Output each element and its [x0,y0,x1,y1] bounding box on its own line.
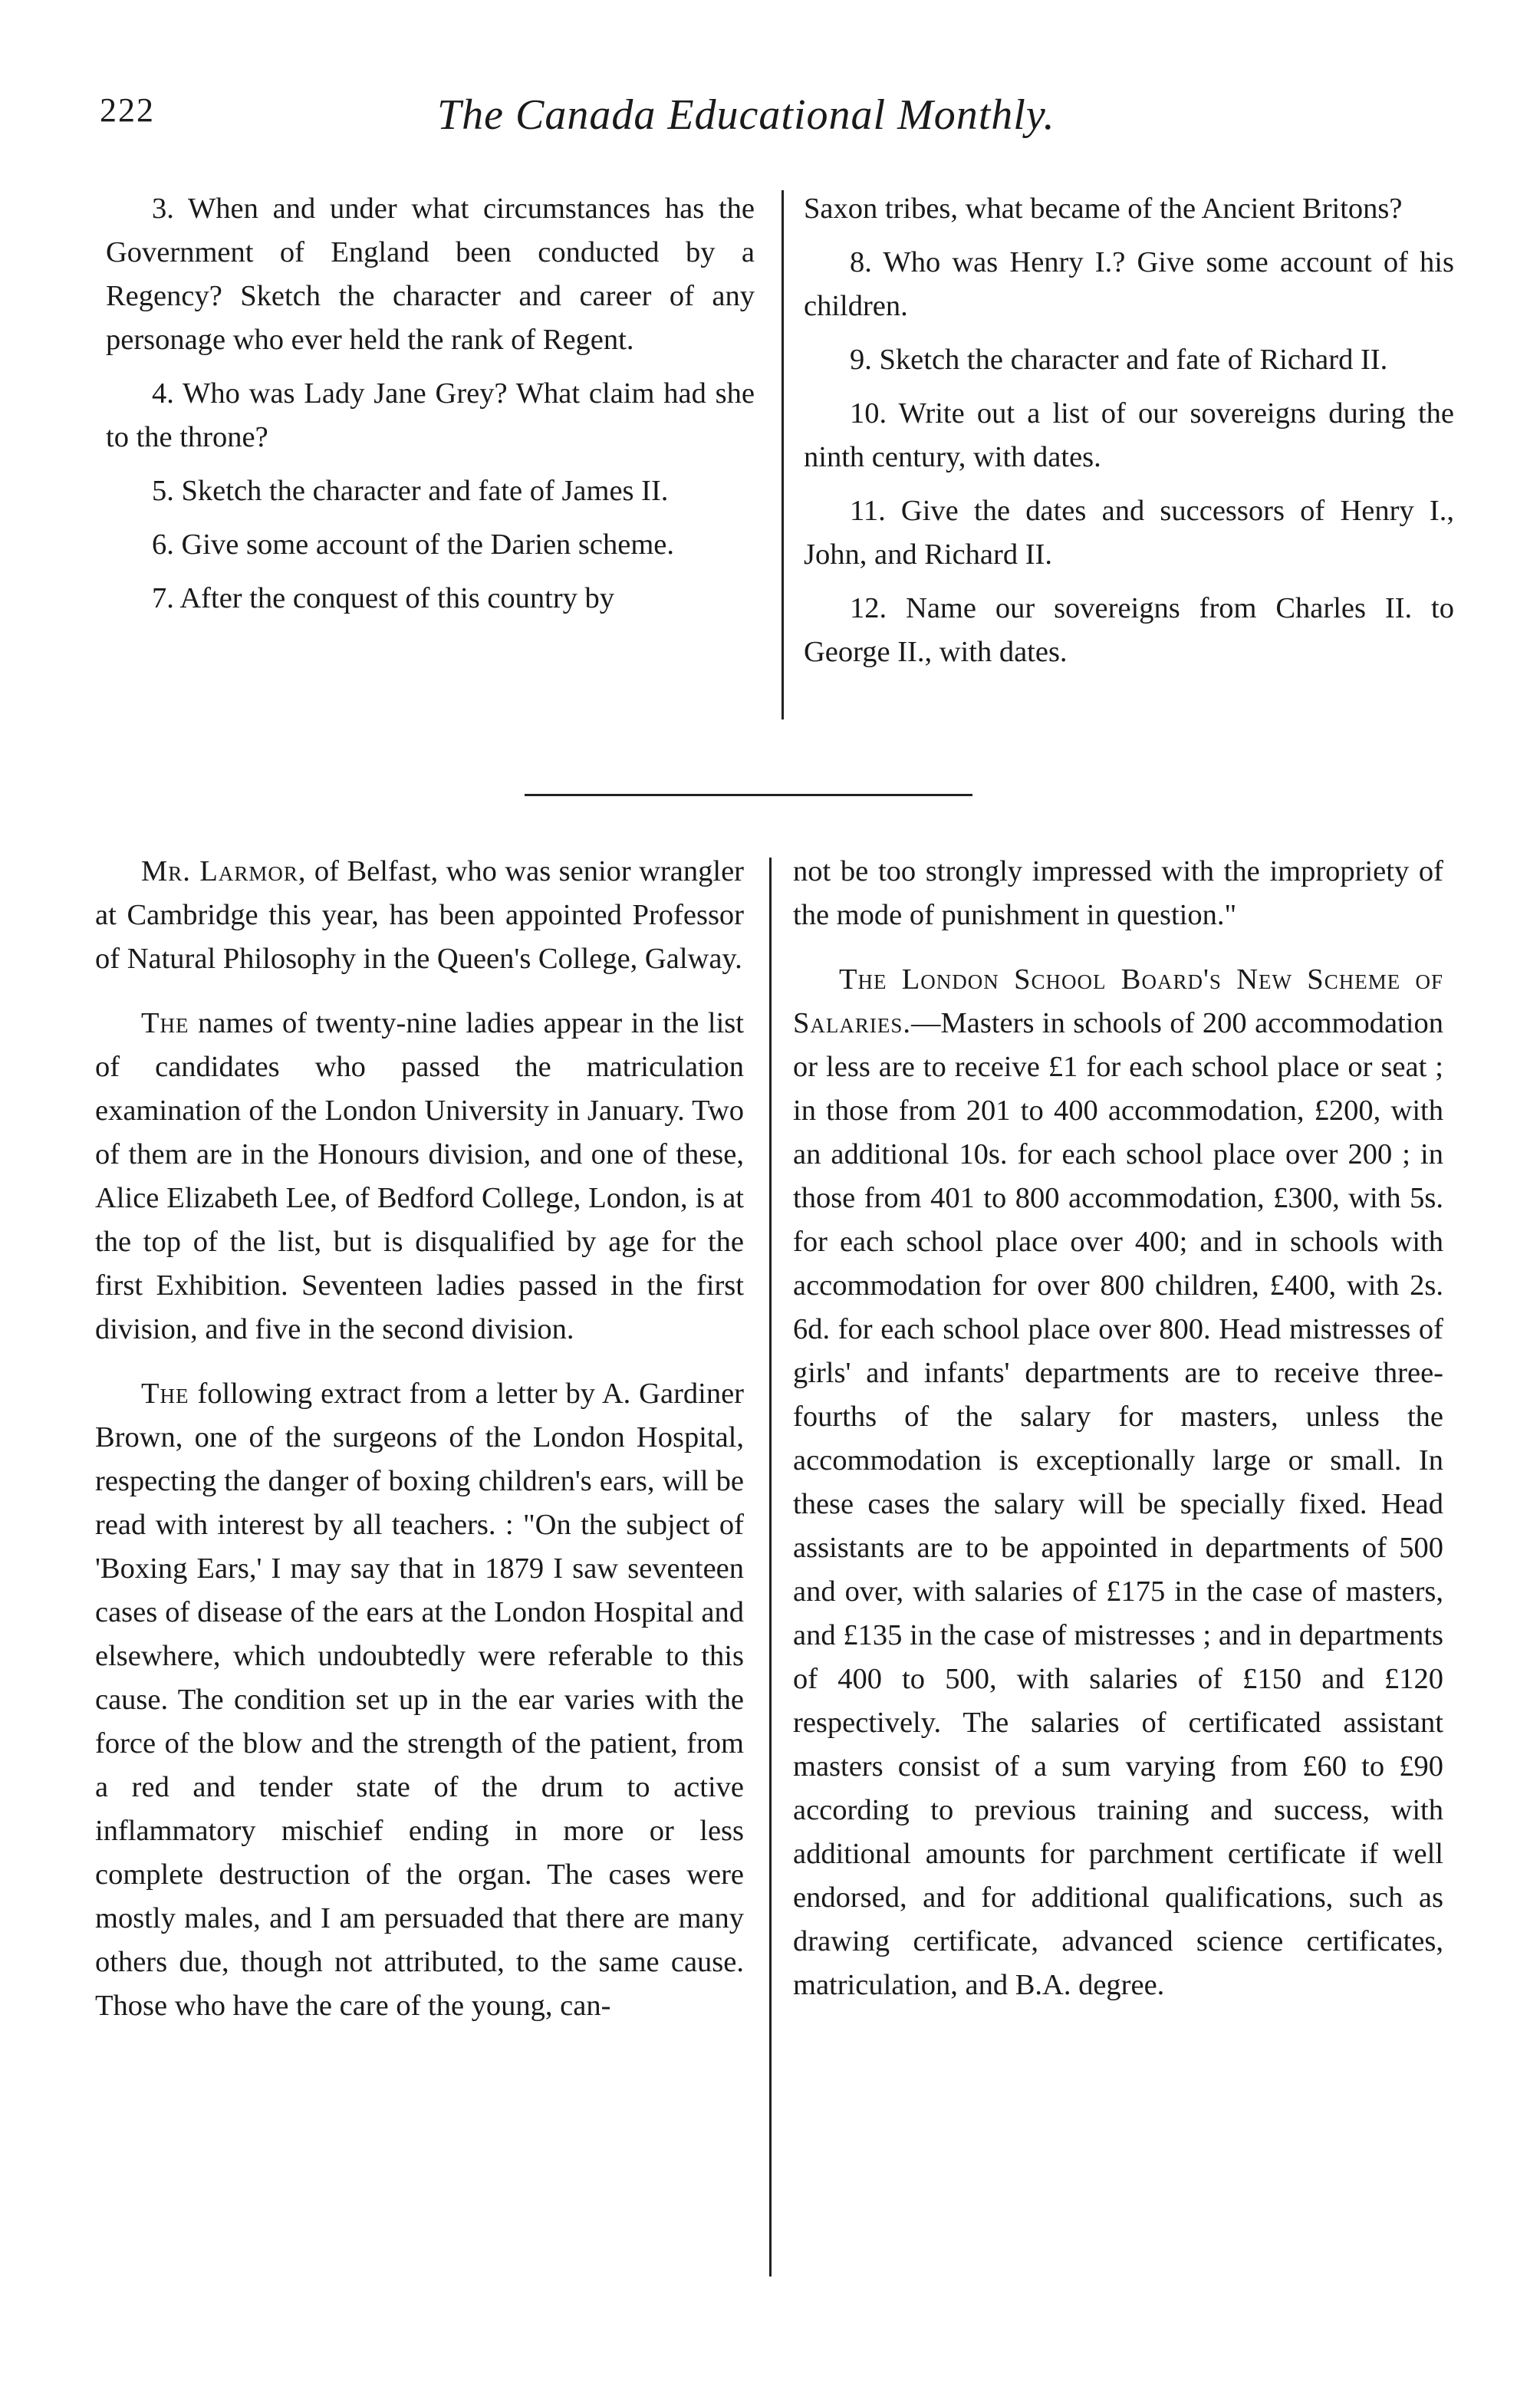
page-number: 222 [100,91,155,129]
note-larmor-lead: Mr. Larmor, [141,855,307,887]
note-extract-body: following extract from a letter by A. Gardiner Brown, one of the surgeons of the London Hospital, respecting the danger of boxing children's ears, will be read with interest by all teachers. : "On the subject of 'Boxing Ears,' I may say that in 1879 I saw seventeen cases of disease of the ears at the London Hospital and elsewhere, which undoubtedly were referable to this cause. The condition set up in the ear varies with the force of the blow and the strength of the patient, from a red and tender state of the drum to active inflammatory mischief ending in more or less complete destruction of the organ. The cases were mostly males, and I am persuaded that there are many others due, though not attributed, to the same cause. Those who have the care of the young, can- [95,1378,744,2022]
question-4: 4. Who was Lady Jane Grey? What claim had she to the throne? [106,377,755,453]
running-head [100,91,1357,144]
note-larmor-body: of Belfast, who was senior wrangler at Cambridge this year, has been appointed Professor of Natural Philosophy in the Queen's College, Galway. [95,855,744,975]
notes-left-column [95,850,744,2028]
question-8: 8. Who was Henry I.? Give some account of his children. [804,246,1454,322]
note-ladies-body: names of twenty-nine ladies appear in the list of candidates who passed the matriculation examination of the London University in January. Two of them are in the Honours division, and one of these, Alice Elizabeth Lee, of Bedford College, London, is at the top of the list, but is disqualified by age for the first Exhibition. Seventeen ladies passed in the first division, and five in the second division. [95,1007,744,1345]
note-extract-lead: The [141,1378,189,1410]
question-10: 10. Write out a list of our sovereigns during the ninth century, with dates. [804,397,1454,473]
question-7-continuation: Saxon tribes, what became of the Ancient Britons? [804,193,1403,225]
note-extract [95,1372,744,2028]
journal-title: The Canada Educational Monthly. [437,91,1055,139]
note-school-board-body: —Masters in schools of 200 accommodation or less are to receive £1 for each school place or seat ; in those from 201 to 400 accommodation, £200, with an additional 10s. for each school place over 200 ; in those from 401 to 800 accommodation, £300, with 5s. for each school place over 400; and in schools with accommodation for over 800 children, £400, with 2s. 6d. for each school place over 800. Head mistresses of girls' and infants' departments are to receive three-fourths of the salary for masters, unless the accommodation is exceptionally large or small. In these cases the salary will be specially fixed. Head assistants are to be appointed in departments of 500 and over, with salaries of £175 in the case of masters, and £135 in the case of mistresses ; and in departments of 400 to 500, with salaries of £150 and £120 respectively. The salaries of certificated assistant masters consist of a sum varying from £60 to £90 according to previous training and success, with additional amounts for parchment certificate if well endorsed, and for additional qualifications, such as drawing certificate, advanced science certificates, matriculation, and B.A. degree. [793,1007,1443,2001]
column-divider-top [782,190,784,719]
note-school-board-lead: The London School Board's New Scheme of Salaries. [793,963,1443,1039]
note-larmor [95,850,744,981]
question-12: 12. Name our sovereigns from Charles II. to George II., with dates. [804,592,1454,668]
question-6: 6. Give some account of the Darien scheme. [152,528,674,561]
question-11: 11. Give the dates and successors of Henry I., John, and Richard II. [804,495,1454,571]
questions-left-column [106,187,755,630]
questions-right-column [804,187,1454,684]
note-ladies-lead: The [141,1007,189,1039]
note-school-board [793,958,1443,2007]
notes-right-column [793,850,1443,2007]
question-3: 3. When and under what circumstances has the Government of England been conducted by a Regency? Sketch the character and career of any personage who ever held the rank of Regent. [106,193,755,356]
note-ladies [95,1002,744,1351]
column-divider-bottom [769,858,772,2277]
question-7: 7. After the conquest of this country by [152,582,615,614]
section-divider [525,794,972,796]
note-extract-continuation: not be too strongly impressed with the impropriety of the mode of punishment in question." [793,855,1443,931]
question-5: 5. Sketch the character and fate of James II. [152,475,669,507]
question-9: 9. Sketch the character and fate of Richard II. [850,344,1388,376]
